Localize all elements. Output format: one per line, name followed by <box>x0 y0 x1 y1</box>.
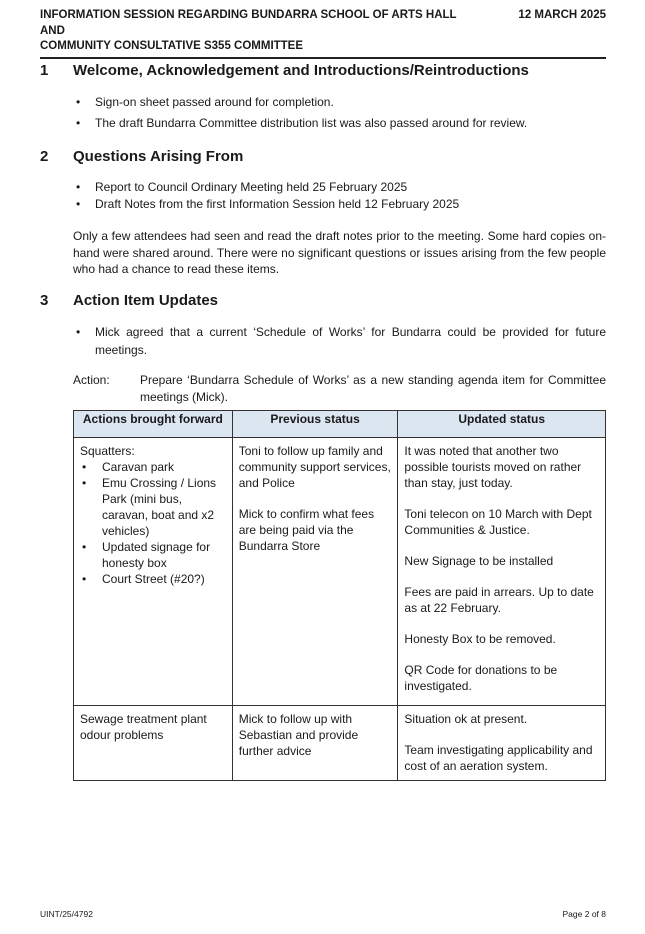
section-title: Welcome, Acknowledgement and Introductions/Reintroductions <box>73 62 529 79</box>
section-number: 3 <box>40 292 49 309</box>
section-number: 2 <box>40 148 49 165</box>
page-header <box>40 8 606 59</box>
action-text: Prepare ‘Bundarra Schedule of Works’ as a new standing agenda item for Committee meetings (Mick). <box>140 373 606 404</box>
section-title: Action Item Updates <box>73 292 219 309</box>
cell-text: Team investigating applicability and cost of an aeration system. <box>404 743 593 773</box>
section-1-bullets <box>40 94 606 132</box>
cell-text: Situation ok at present. <box>404 712 528 726</box>
section-1 <box>40 61 606 132</box>
cell-text: Mick to follow up with Sebastian and provide further advice <box>238 712 359 758</box>
section-2-paragraph: Only a few attendees had seen and read the draft notes prior to the meeting. Some hard copies on-hand were shared around. There were no significant questions or issues arising from the few people who had a chance to read these items. <box>73 229 606 276</box>
document-title <box>40 8 480 55</box>
column-header: Actions brought forward <box>74 411 233 438</box>
section-2-heading <box>40 147 606 167</box>
list-item: • Draft Notes from the first Information Session held 12 February 2025 <box>40 196 606 213</box>
cell-text: It was noted that another two possible tourists moved on rather than stay, just today. <box>404 444 582 490</box>
table-cell <box>398 438 606 706</box>
column-header: Updated status <box>398 411 606 438</box>
table-cell <box>232 706 398 781</box>
section-number: 1 <box>40 62 49 79</box>
section-3-heading <box>40 291 606 311</box>
page-footer <box>40 909 606 919</box>
document-date: 12 MARCH 2025 <box>518 9 606 21</box>
document-title-line-2: COMMUNITY CONSULTATIVE S355 COMMITTEE <box>40 40 304 52</box>
table-row <box>74 706 606 781</box>
list-item: • Report to Council Ordinary Meeting held 25 February 2025 <box>40 179 606 196</box>
cell-text: Honesty Box to be removed. <box>404 632 556 646</box>
table-cell <box>74 438 233 706</box>
cell-text: Sewage treatment plant odour problems <box>80 712 207 742</box>
section-3 <box>40 291 606 359</box>
table-row <box>74 438 606 706</box>
document-reference: UINT/25/4792 <box>40 909 93 919</box>
cell-text: Mick to confirm what fees are being paid via the Bundarra Store <box>238 507 375 553</box>
cell-text: Toni telecon on 10 March with Dept Communities & Justice. <box>404 507 592 537</box>
cell-text: New Signage to be installed <box>404 554 554 568</box>
table-header-row <box>74 411 606 438</box>
cell-text: Toni to follow up family and community support services, and Police <box>238 444 391 490</box>
list-item: • Mick agreed that a current ‘Schedule of Works’ for Bundarra could be provided for future meetings. <box>40 323 606 359</box>
table-cell <box>398 706 606 781</box>
section-2 <box>40 147 606 278</box>
section-2-bullets <box>40 179 606 213</box>
table-cell <box>74 706 233 781</box>
list-item: • Caravan park <box>80 459 226 475</box>
page-number: Page 2 of 8 <box>562 909 606 919</box>
list-item: • The draft Bundarra Committee distribution list was also passed around for review. <box>40 115 606 132</box>
action-label: Action: <box>73 373 110 387</box>
list-item: • Emu Crossing / Lions Park (mini bus, caravan, boat and x2 vehicles) <box>80 475 226 539</box>
action-item <box>73 372 606 405</box>
cell-text: Fees are paid in arrears. Up to date as at 22 February. <box>404 585 594 615</box>
column-header: Previous status <box>232 411 398 438</box>
actions-table <box>73 410 606 781</box>
list-item: • Court Street (#20?) <box>80 571 226 587</box>
section-3-bullets <box>40 323 606 359</box>
list-item: • Updated signage for honesty box <box>80 539 226 571</box>
section-title: Questions Arising From <box>73 148 244 165</box>
cell-heading: Squatters: <box>80 444 135 458</box>
list-item: • Sign-on sheet passed around for completion. <box>40 94 606 111</box>
cell-text: QR Code for donations to be investigated. <box>404 663 558 693</box>
section-1-heading <box>40 61 606 81</box>
table-cell <box>232 438 398 706</box>
document-title-line-1: INFORMATION SESSION REGARDING BUNDARRA SCHOOL OF ARTS HALL AND <box>40 9 457 37</box>
cell-bullets <box>80 459 226 587</box>
